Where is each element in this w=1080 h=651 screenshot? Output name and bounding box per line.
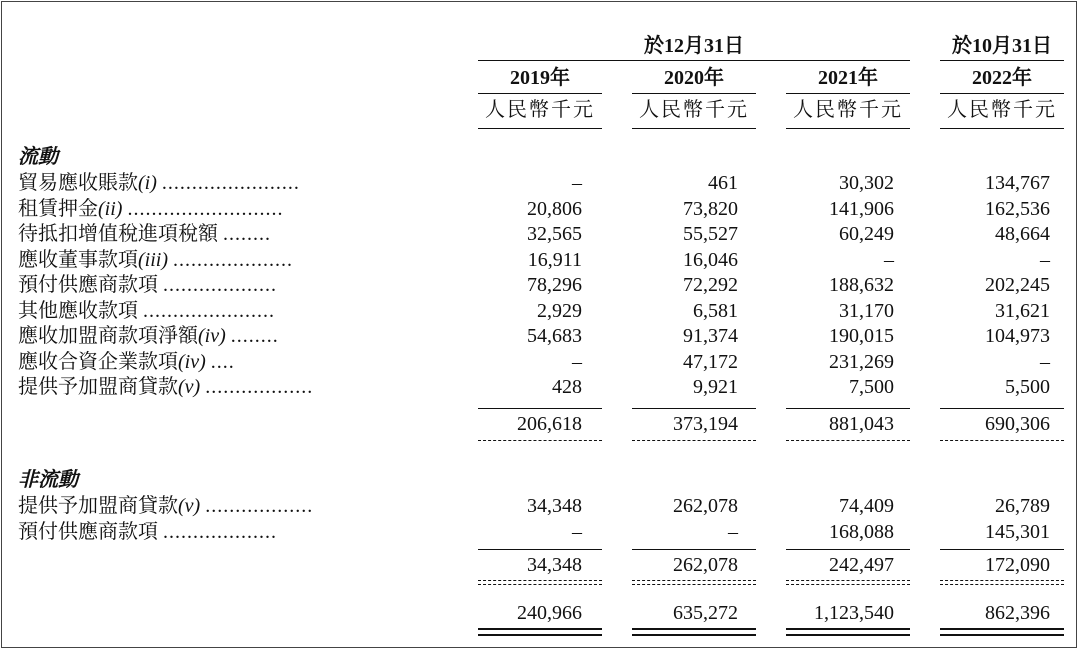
grand-total-2022: 862,396 bbox=[985, 602, 1050, 624]
row-value: 134,767 bbox=[985, 172, 1050, 194]
header-rule-2022 bbox=[940, 93, 1064, 94]
grand-total-2021: 1,123,540 bbox=[814, 602, 894, 624]
current-subtotal-top-rule-2020 bbox=[632, 408, 756, 409]
grand-total-rule1-2020 bbox=[632, 628, 756, 630]
row-leader-dots: .................... bbox=[173, 248, 293, 271]
row-value: 74,409 bbox=[839, 495, 894, 517]
noncurrent-subtotal-dash2-2020 bbox=[632, 584, 756, 585]
current-subtotal-top-rule-2022 bbox=[940, 408, 1064, 409]
row-label-text: 應收董事款項 bbox=[18, 248, 138, 271]
header-bottom-rule-2021 bbox=[786, 128, 910, 129]
noncurrent-subtotal-dash1-2020 bbox=[632, 580, 756, 581]
row-label bbox=[18, 222, 271, 246]
noncurrent-subtotal-top-rule-2022 bbox=[940, 549, 1064, 550]
header-bottom-rule-2019 bbox=[478, 128, 602, 129]
header-unit-2019: 人民幣千元 bbox=[485, 99, 595, 121]
row-leader-dots: .................. bbox=[205, 376, 314, 398]
current-subtotal-dash-2020 bbox=[632, 440, 756, 441]
row-value: – bbox=[728, 520, 738, 543]
row-leader-dots: ................... bbox=[163, 520, 277, 543]
row-value: 188,632 bbox=[829, 274, 894, 296]
row-label-note: (v) bbox=[178, 495, 201, 517]
header-rule-2020 bbox=[632, 93, 756, 94]
section-title-noncurrent: 非流動 bbox=[18, 469, 78, 491]
row-value: 7,500 bbox=[849, 376, 894, 398]
noncurrent-subtotal-dash2-2021 bbox=[786, 584, 910, 585]
row-value: 30,302 bbox=[839, 172, 894, 194]
row-value: 168,088 bbox=[829, 520, 894, 543]
row-value: – bbox=[572, 172, 582, 194]
current-subtotal-2020: 373,194 bbox=[673, 413, 738, 435]
header-rule-2019 bbox=[478, 93, 602, 94]
row-value: – bbox=[884, 248, 894, 271]
header-group-dec31: 於12月31日 bbox=[644, 35, 744, 57]
row-label-text: 其他應收款項 bbox=[18, 299, 138, 322]
row-value: 262,078 bbox=[673, 495, 738, 517]
current-subtotal-2021: 881,043 bbox=[829, 413, 894, 435]
current-subtotal-top-rule-2019 bbox=[478, 408, 602, 409]
current-subtotal-top-rule-2021 bbox=[786, 408, 910, 409]
row-value: 55,527 bbox=[683, 223, 738, 245]
row-label bbox=[18, 494, 313, 518]
current-subtotal-2022: 690,306 bbox=[985, 413, 1050, 435]
row-value: 145,301 bbox=[985, 520, 1050, 543]
header-rule-group1 bbox=[478, 60, 910, 61]
current-subtotal-dash-2019 bbox=[478, 440, 602, 441]
current-subtotal-2019: 206,618 bbox=[517, 413, 582, 435]
row-value: 31,170 bbox=[839, 299, 894, 322]
row-label bbox=[18, 375, 313, 399]
row-value: 141,906 bbox=[829, 197, 894, 220]
grand-total-2019: 240,966 bbox=[517, 602, 582, 624]
row-label-text: 租賃押金 bbox=[18, 197, 98, 220]
row-label bbox=[18, 324, 279, 348]
header-year-2019: 2019年 bbox=[510, 67, 570, 89]
row-leader-dots: .... bbox=[210, 350, 235, 373]
header-unit-2021: 人民幣千元 bbox=[793, 99, 903, 121]
row-leader-dots: ...................... bbox=[143, 299, 275, 322]
row-label-text: 預付供應商款項 bbox=[18, 520, 158, 543]
noncurrent-subtotal-dash2-2022 bbox=[940, 584, 1064, 585]
row-leader-dots: ....................... bbox=[161, 172, 300, 194]
row-value: 34,348 bbox=[527, 495, 582, 517]
row-value: 47,172 bbox=[683, 350, 738, 373]
row-leader-dots: ........ bbox=[230, 325, 279, 347]
header-group-oct31: 於10月31日 bbox=[952, 35, 1052, 57]
grand-total-rule2-2019 bbox=[478, 634, 602, 636]
row-label-text: 待抵扣增值稅進項稅額 bbox=[18, 223, 218, 245]
section-title-current: 流動 bbox=[18, 146, 58, 168]
grand-total-2020: 635,272 bbox=[673, 602, 738, 624]
row-label-note: (v) bbox=[178, 376, 201, 398]
grand-total-rule2-2021 bbox=[786, 634, 910, 636]
row-value: 91,374 bbox=[683, 325, 738, 347]
noncurrent-subtotal-2020: 262,078 bbox=[673, 554, 738, 576]
row-value: 9,921 bbox=[693, 376, 738, 398]
grand-total-rule2-2022 bbox=[940, 634, 1064, 636]
header-year-2021: 2021年 bbox=[818, 67, 878, 89]
header-year-2022: 2022年 bbox=[972, 67, 1032, 89]
row-label bbox=[18, 171, 300, 195]
row-value: 104,973 bbox=[985, 325, 1050, 347]
row-leader-dots: .................. bbox=[205, 495, 314, 517]
current-subtotal-dash-2022 bbox=[940, 440, 1064, 441]
noncurrent-subtotal-2021: 242,497 bbox=[829, 554, 894, 576]
row-value: 231,269 bbox=[829, 350, 894, 373]
row-leader-dots: ........ bbox=[223, 223, 271, 245]
row-value: 60,249 bbox=[839, 223, 894, 245]
row-value: 32,565 bbox=[527, 223, 582, 245]
noncurrent-subtotal-dash1-2019 bbox=[478, 580, 602, 581]
row-value: 6,581 bbox=[693, 299, 738, 322]
row-value: 20,806 bbox=[527, 197, 582, 220]
grand-total-rule2-2020 bbox=[632, 634, 756, 636]
grand-total-rule1-2021 bbox=[786, 628, 910, 630]
row-value: 202,245 bbox=[985, 274, 1050, 296]
header-bottom-rule-2022 bbox=[940, 128, 1064, 129]
row-label-text: 預付供應商款項 bbox=[18, 274, 158, 296]
row-value: – bbox=[572, 350, 582, 373]
row-label bbox=[18, 273, 277, 297]
row-label-note: (i) bbox=[138, 172, 157, 194]
header-bottom-rule-2020 bbox=[632, 128, 756, 129]
row-label-text: 提供予加盟商貸款 bbox=[18, 376, 178, 398]
row-label-text: 提供予加盟商貸款 bbox=[18, 495, 178, 517]
row-value: 72,292 bbox=[683, 274, 738, 296]
current-subtotal-dash-2021 bbox=[786, 440, 910, 441]
row-value: – bbox=[1040, 248, 1050, 271]
row-leader-dots: .......................... bbox=[127, 197, 284, 220]
row-value: 162,536 bbox=[985, 197, 1050, 220]
row-label bbox=[18, 197, 283, 221]
row-value: 54,683 bbox=[527, 325, 582, 347]
header-year-2020: 2020年 bbox=[664, 67, 724, 89]
row-label-text: 貿易應收賬款 bbox=[18, 172, 138, 194]
row-label-text: 應收加盟商款項淨額 bbox=[18, 325, 198, 347]
row-label bbox=[18, 248, 293, 272]
row-value: 428 bbox=[552, 376, 582, 398]
row-value: 78,296 bbox=[527, 274, 582, 296]
grand-total-rule1-2022 bbox=[940, 628, 1064, 630]
row-value: – bbox=[1040, 350, 1050, 373]
row-value: 16,046 bbox=[683, 248, 738, 271]
row-value: 48,664 bbox=[995, 223, 1050, 245]
row-label bbox=[18, 350, 235, 374]
header-unit-2022: 人民幣千元 bbox=[947, 99, 1057, 121]
grand-total-rule1-2019 bbox=[478, 628, 602, 630]
row-label-note: (iv) bbox=[178, 350, 206, 373]
header-rule-2021 bbox=[786, 93, 910, 94]
row-label bbox=[18, 520, 277, 544]
row-value: 26,789 bbox=[995, 495, 1050, 517]
row-label bbox=[18, 299, 275, 323]
row-value: 461 bbox=[708, 172, 738, 194]
row-label-text: 應收合資企業款項 bbox=[18, 350, 178, 373]
noncurrent-subtotal-dash2-2019 bbox=[478, 584, 602, 585]
row-label-note: (iv) bbox=[198, 325, 226, 347]
noncurrent-subtotal-top-rule-2019 bbox=[478, 549, 602, 550]
noncurrent-subtotal-2019: 34,348 bbox=[527, 554, 582, 576]
row-value: – bbox=[572, 520, 582, 543]
row-value: 2,929 bbox=[537, 299, 582, 322]
row-value: 16,911 bbox=[527, 248, 582, 271]
header-unit-2020: 人民幣千元 bbox=[639, 99, 749, 121]
row-value: 190,015 bbox=[829, 325, 894, 347]
row-label-note: (ii) bbox=[98, 197, 123, 220]
row-leader-dots: ................... bbox=[163, 274, 277, 296]
noncurrent-subtotal-top-rule-2021 bbox=[786, 549, 910, 550]
row-value: 31,621 bbox=[995, 299, 1050, 322]
noncurrent-subtotal-dash1-2022 bbox=[940, 580, 1064, 581]
row-value: 73,820 bbox=[683, 197, 738, 220]
noncurrent-subtotal-dash1-2021 bbox=[786, 580, 910, 581]
noncurrent-subtotal-top-rule-2020 bbox=[632, 549, 756, 550]
row-label-note: (iii) bbox=[138, 248, 168, 271]
noncurrent-subtotal-2022: 172,090 bbox=[985, 554, 1050, 576]
row-value: 5,500 bbox=[1005, 376, 1050, 398]
header-rule-group2 bbox=[940, 60, 1064, 61]
